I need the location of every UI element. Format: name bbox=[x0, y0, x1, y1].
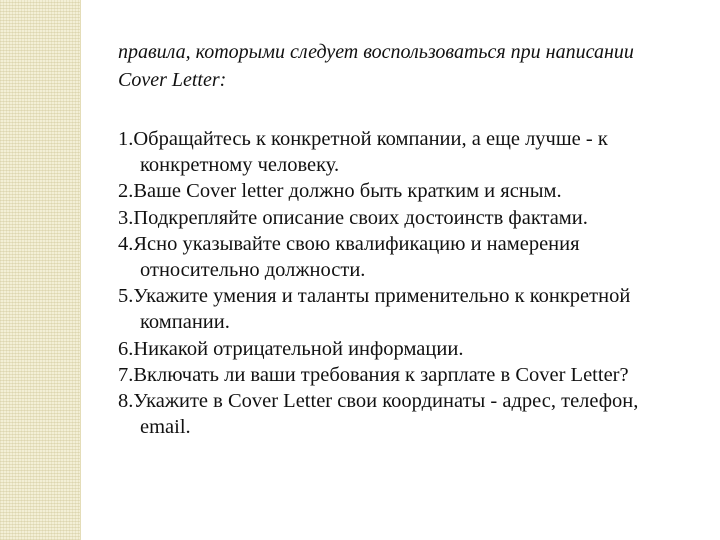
intro-text: правила, которыми следует воспользоваться при написании Cover Letter: bbox=[118, 41, 634, 91]
side-band-divider bbox=[80, 0, 81, 540]
rule-item: 6.Никакой отрицательной информации. bbox=[118, 337, 464, 360]
rule-item: 2.Ваше Cover letter должно быть кратким и ясным. bbox=[118, 180, 562, 203]
rules-list bbox=[118, 126, 688, 440]
rule-item: 8.Укажите в Cover Letter свои координаты - адрес, телефон, email. bbox=[118, 390, 639, 439]
rule-item: 5.Укажите умения и таланты применительно к конкретной компании. bbox=[118, 285, 631, 334]
rule-item: 1.Обращайтесь к конкретной компании, а еще лучше - к конкретному человеку. bbox=[118, 128, 608, 177]
rule-item: 7.Включать ли ваши требования к зарплате в Cover Letter? bbox=[118, 363, 629, 386]
rule-item: 3.Подкрепляйте описание своих достоинств фактами. bbox=[118, 206, 588, 229]
decorative-side-band bbox=[0, 0, 80, 540]
rule-item: 4.Ясно указывайте свою квалификацию и намерения относительно должности. bbox=[118, 232, 580, 282]
